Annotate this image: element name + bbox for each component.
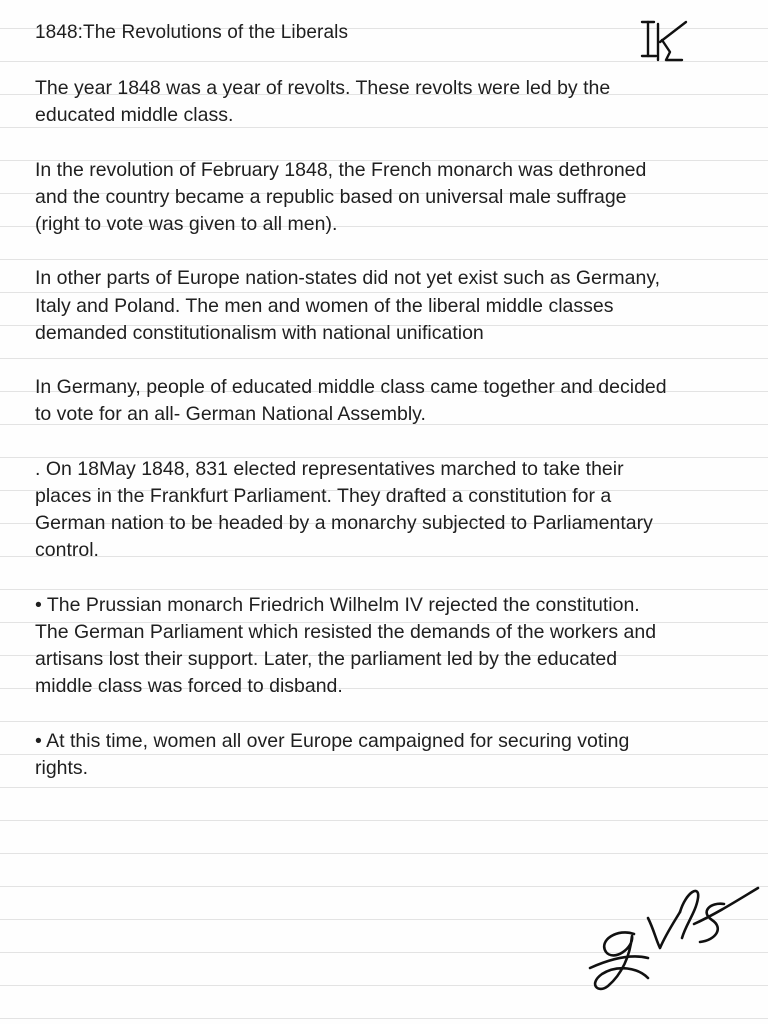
paragraph: • The Prussian monarch Friedrich Wilhelm IV rejected the constitution. The German Parliament which resisted the demands of the workers and artisans lost their support. Later, the parliament led by the educated middle class was forced to disband. — [35, 593, 657, 698]
paragraph: In the revolution of February 1848, the French monarch was dethroned and the country became a republic based on universal male suffrage (right to vote was given to all men). — [35, 158, 647, 235]
paragraph: The year 1848 was a year of revolts. These revolts were led by the educated middle class. — [35, 77, 611, 127]
paragraph: • At this time, women all over Europe campaigned for securing voting rights. — [35, 729, 630, 779]
handwritten-signature — [582, 878, 762, 998]
document-body — [35, 75, 735, 809]
paragraph: In Germany, people of educated middle class came together and decided to vote for an all- German National Assembly. — [35, 376, 667, 426]
ik-monogram-logo — [636, 16, 696, 66]
page-title: 1848:The Revolutions of the Liberals — [35, 22, 349, 43]
paragraph: In other parts of Europe nation-states did not yet exist such as Germany, Italy and Poland. The men and women of the liberal middle classes demanded constitutionalism with national unification — [35, 267, 661, 344]
paragraph: . On 18May 1848, 831 elected representatives marched to take their places in the Frankfurt Parliament. They drafted a constitution for a German nation to be headed by a monarchy subjected to Parliamentary control. — [35, 457, 653, 562]
